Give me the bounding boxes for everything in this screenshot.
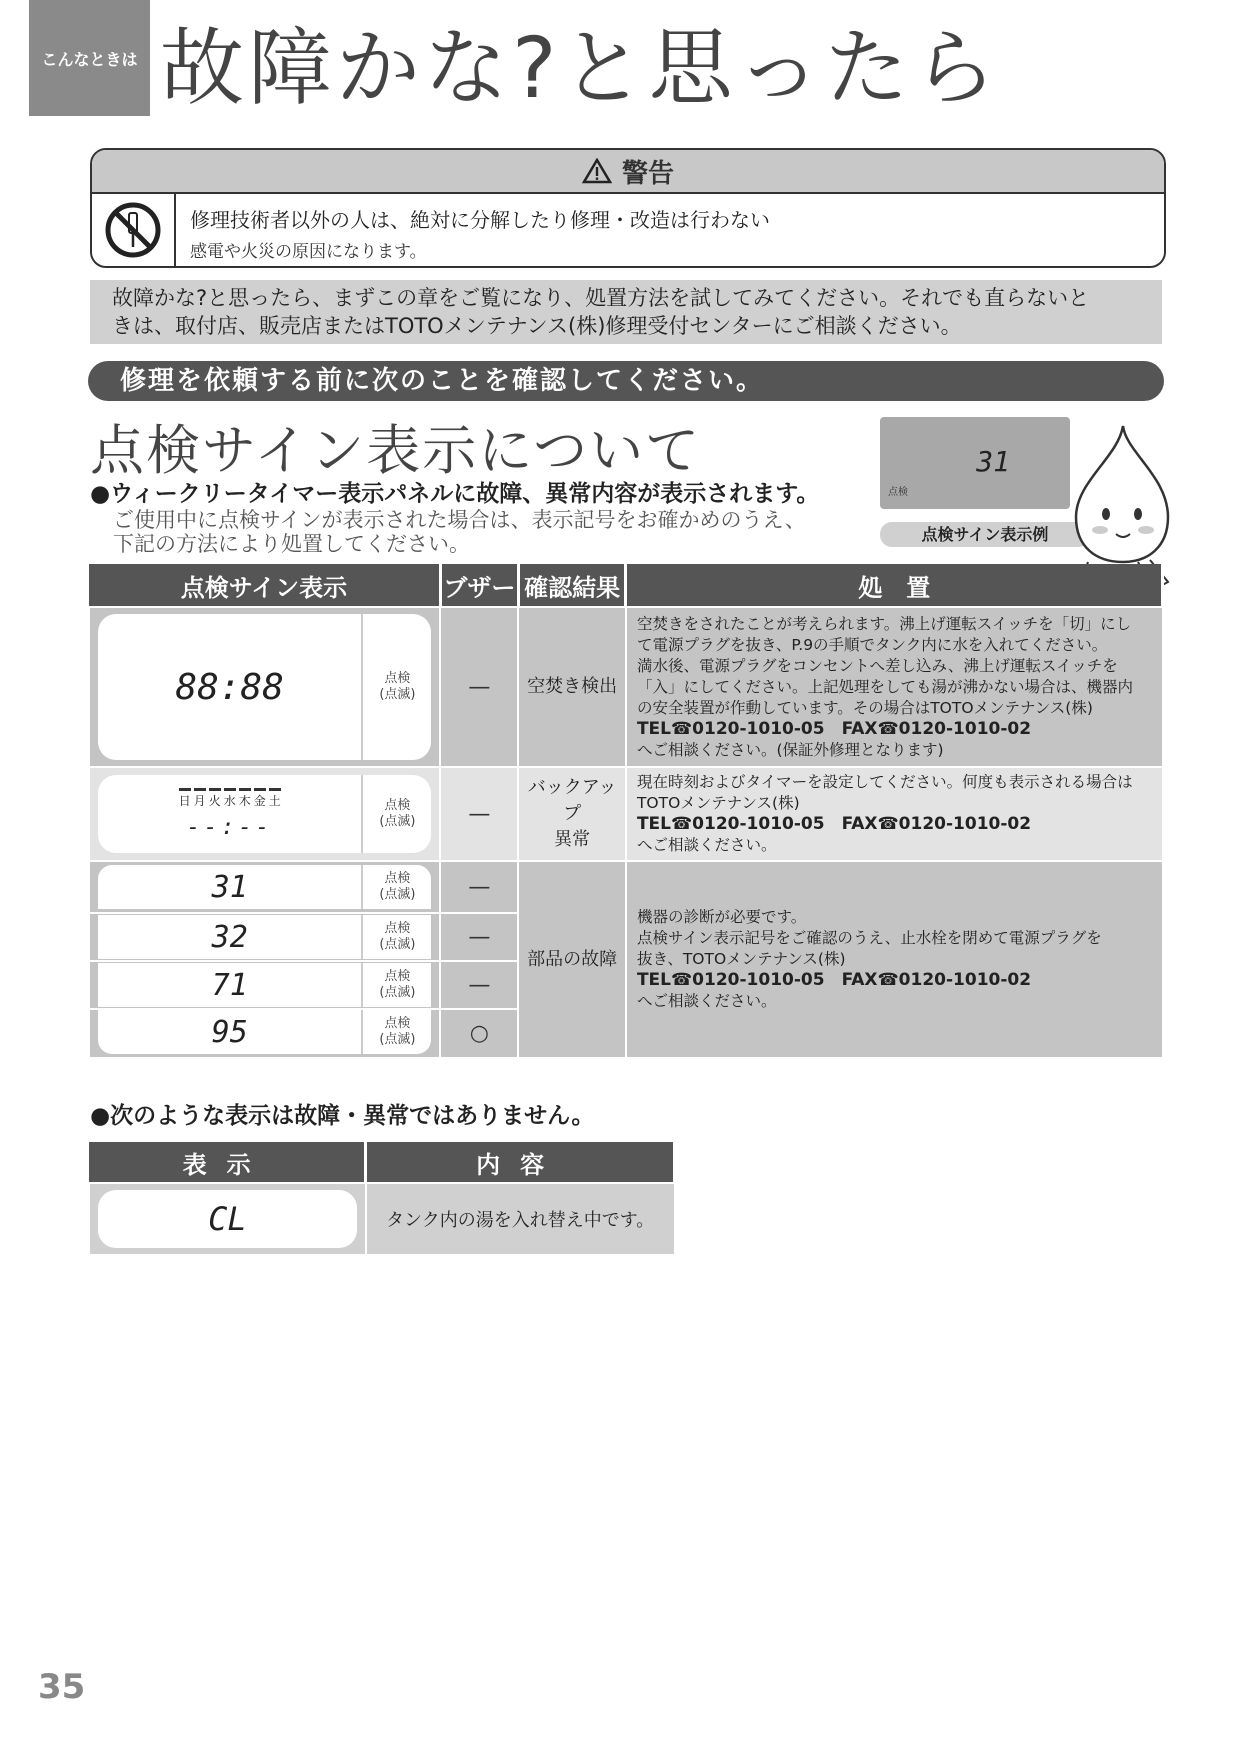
action-line: て電源プラグを抜き、P.9の手順でタンク内に水を入れてください。 [636, 635, 1108, 654]
section-bullet: ●ウィークリータイマー表示パネルに故障、異常内容が表示されます。 [90, 481, 820, 507]
display-cell [89, 607, 440, 767]
no-disassembly-icon [104, 201, 162, 259]
lcd-code: 88:88 [175, 666, 284, 708]
example-lamp-label: 点検 [888, 487, 908, 498]
section-title: 点検サイン表示について [90, 419, 702, 482]
lcd-code: --:-- [186, 815, 273, 840]
lcd-panel [98, 1190, 357, 1248]
header-cell: 表示 [89, 1142, 366, 1183]
lamp-text: 点検 [384, 1016, 411, 1031]
lcd-code: CL [208, 1200, 247, 1238]
display-cell [89, 913, 440, 961]
lcd-screen [98, 1010, 361, 1054]
action-line: 抜き、TOTOメンテナンス(株) [636, 950, 846, 968]
lcd-code: 71 [211, 967, 248, 1003]
check-banner: 修理を依頼する前に次のことを確認してください。 [88, 361, 1164, 401]
lcd-panel [98, 915, 431, 959]
lamp-text: 点検 [384, 871, 411, 886]
warning-header [92, 150, 1164, 194]
weekday: 月 [194, 788, 206, 809]
lcd-screen [98, 775, 361, 853]
table-row [89, 607, 1163, 767]
lamp-label [361, 614, 431, 760]
lamp-subtext: (点滅) [379, 1032, 416, 1047]
action-line: の安全装置が作動しています。その場合はTOTOメンテナンス(株) [636, 698, 1093, 717]
header-cell: ブザー [440, 564, 518, 607]
lcd-screen [98, 1190, 357, 1248]
action-line: TOTOメンテナンス(株) [636, 794, 800, 812]
example-code: 31 [976, 445, 1010, 478]
intro-line: きは、取付店、販売店またはTOTOメンテナンス(株)修理受付センターにご相談ください。 [112, 314, 962, 338]
buzzer-cell: — [440, 767, 518, 861]
weekday: 土 [269, 788, 281, 809]
weekday: 木 [239, 788, 251, 809]
buzzer-cell: — [440, 861, 518, 913]
lcd-panel [98, 614, 431, 760]
action-cell [626, 767, 1163, 861]
buzzer-cell: — [440, 961, 518, 1009]
header-cell: 処 置 [626, 564, 1163, 607]
lamp-text: 点検 [384, 671, 411, 686]
intro-text [90, 280, 1162, 344]
lamp-text: 点検 [384, 798, 411, 813]
warning-box [90, 148, 1166, 268]
result-line: バックアップ [527, 777, 617, 824]
content-cell: タンク内の湯を入れ替え中です。 [366, 1183, 675, 1255]
normal-display-table [88, 1142, 676, 1256]
warning-subtext: 感電や火災の原因になります。 [190, 242, 427, 262]
header-cell: 点検サイン表示 [89, 564, 440, 607]
lcd-screen [98, 963, 361, 1007]
buzzer-cell: ○ [440, 1009, 518, 1058]
buzzer-cell: — [440, 913, 518, 961]
lcd-screen [98, 865, 361, 909]
lamp-subtext: (点滅) [379, 937, 416, 952]
action-line: 現在時刻およびタイマーを設定してください。何度も表示される場合は [636, 773, 1133, 791]
weekday: 金 [254, 788, 266, 809]
lamp-subtext: (点滅) [379, 687, 416, 702]
table-row [89, 1183, 675, 1255]
action-cell [626, 607, 1163, 767]
lamp-subtext: (点滅) [379, 985, 416, 1000]
lcd-code: 32 [211, 919, 248, 955]
lamp-subtext: (点滅) [379, 887, 416, 902]
weekday-row [179, 788, 281, 809]
action-line: へご相談ください。 [636, 836, 777, 854]
result-cell [518, 767, 626, 861]
lamp-label [361, 1010, 431, 1054]
check-sign-table [88, 564, 1164, 1059]
warning-heading: 警告 [621, 158, 674, 189]
lamp-label [361, 775, 431, 853]
section-note [113, 508, 806, 556]
result-cell: 空焚き検出 [518, 607, 626, 767]
lamp-label [361, 915, 431, 959]
warning-triangle-icon [582, 158, 612, 184]
section-tag: こんなときは [29, 0, 150, 116]
weekday: 火 [209, 788, 221, 809]
display-cell [89, 961, 440, 1009]
action-line: 満水後、電源プラグをコンセントへ差し込み、沸上げ運転スイッチを [636, 656, 1118, 675]
table-header-row [89, 564, 1163, 607]
display-cell [89, 1009, 440, 1058]
result-line: 異常 [554, 829, 591, 850]
action-line: 空焚きをされたことが考えられます。沸上げ運転スイッチを「切」にし [636, 614, 1132, 633]
display-cell [89, 767, 440, 861]
table-header-row [89, 1142, 675, 1183]
display-cell [89, 1183, 366, 1255]
lamp-label [361, 865, 431, 909]
warning-text: 修理技術者以外の人は、絶対に分解したり修理・改造は行わない [190, 208, 770, 232]
lcd-panel [98, 1010, 431, 1054]
action-line: へご相談ください。 [636, 992, 777, 1010]
action-cell [626, 861, 1163, 1058]
lcd-panel [98, 963, 431, 1007]
lcd-screen [98, 614, 361, 760]
weekday: 水 [224, 788, 236, 809]
example-caption: 点検サイン表示例 [880, 522, 1090, 547]
contact-numbers: TEL☎0120-1010-05 FAX☎0120-1010-02 [636, 814, 1032, 834]
lamp-subtext: (点滅) [379, 814, 416, 829]
table-row [89, 767, 1163, 861]
lcd-code: 31 [211, 869, 248, 905]
intro-line: 故障かな?と思ったら、まずこの章をご覧になり、処置方法を試してみてください。それでも直らないと [112, 286, 1090, 310]
result-cell: 部品の故障 [518, 861, 626, 1058]
contact-numbers: TEL☎0120-1010-05 FAX☎0120-1010-02 [636, 718, 1032, 739]
action-line: へご相談ください。(保証外修理となります) [636, 740, 944, 759]
weekday: 日 [179, 788, 191, 809]
lamp-text: 点検 [384, 969, 411, 984]
example-panel [880, 417, 1070, 509]
normal-bullet: ●次のような表示は故障・異常ではありません。 [90, 1103, 595, 1129]
lcd-code: 95 [211, 1014, 248, 1050]
lamp-label [361, 963, 431, 1007]
table-row [89, 861, 1163, 913]
action-line: 点検サイン表示記号をご確認のうえ、止水栓を閉めて電源プラグを [636, 929, 1102, 947]
page-number: 35 [38, 1667, 86, 1707]
lamp-text: 点検 [384, 921, 411, 936]
lcd-panel [98, 865, 431, 909]
action-line: 「入」にしてください。上記処理をしても湯が沸かない場合は、機器内 [636, 677, 1133, 696]
buzzer-cell: — [440, 607, 518, 767]
lcd-panel [98, 775, 431, 853]
action-line: 機器の診断が必要です。 [636, 908, 807, 926]
note-line: 下記の方法により処置してください。 [113, 532, 470, 556]
header-cell: 確認結果 [518, 564, 626, 607]
contact-numbers: TEL☎0120-1010-05 FAX☎0120-1010-02 [636, 970, 1032, 990]
page-title: 故障かな?と思ったら [160, 19, 1001, 117]
note-line: ご使用中に点検サインが表示された場合は、表示記号をお確かめのうえ、 [113, 508, 806, 532]
lcd-screen [98, 915, 361, 959]
header-cell: 内容 [366, 1142, 675, 1183]
display-cell [89, 861, 440, 913]
